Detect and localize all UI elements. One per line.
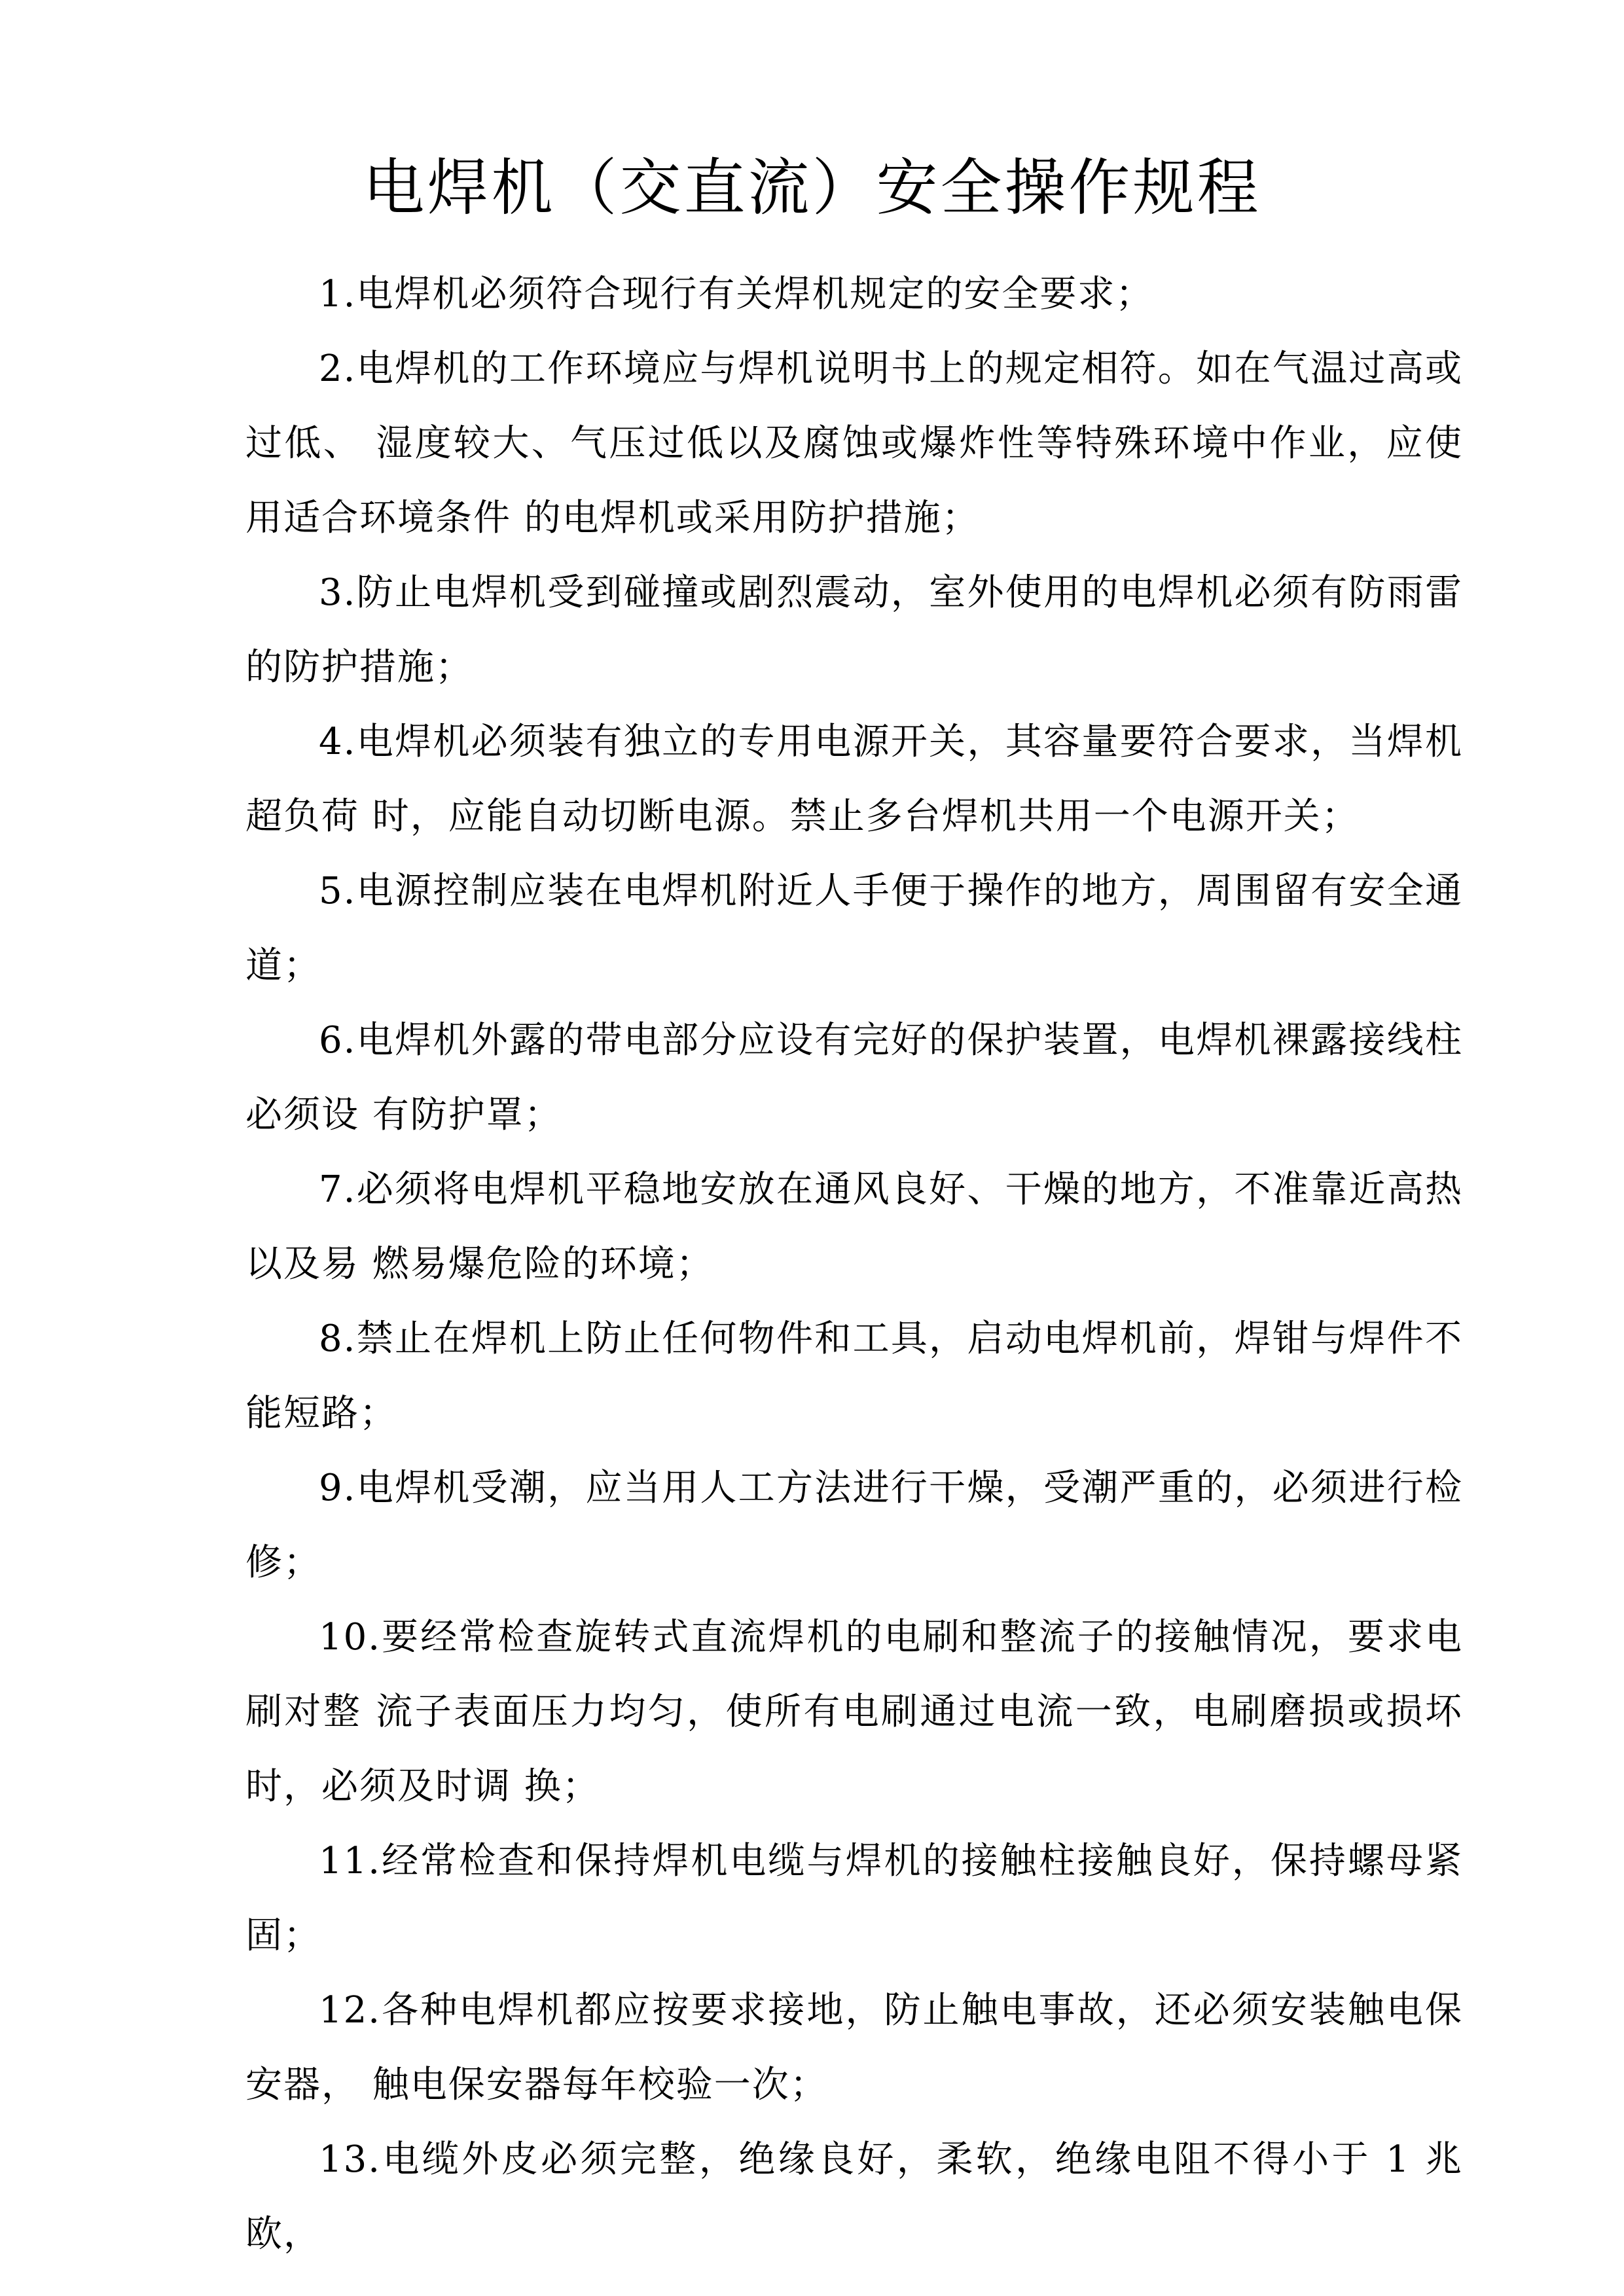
document-title: 电焊机（交直流）安全操作规程 — [363, 152, 1261, 224]
rule-paragraph-7: 7.必须将电焊机平稳地安放在通风良好、干燥的地方，不准靠近高热以及易 燃易爆危险的环境； — [245, 1168, 1463, 1285]
document-body — [245, 257, 1463, 2272]
rule-paragraph-13: 13.电缆外皮必须完整，绝缘良好，柔软，绝缘电阻不得小于 1 兆欧， — [245, 2138, 1463, 2255]
rule-paragraph-4: 4.电焊机必须装有独立的专用电源开关，其容量要符合要求，当焊机超负荷 时，应能自动切断电源。禁止多台焊机共用一个电源开关； — [245, 721, 1463, 838]
rule-paragraph-8: 8.禁止在焊机上防止任何物件和工具，启动电焊机前，焊钳与焊件不能短路； — [245, 1318, 1463, 1435]
rule-paragraph-3: 3.防止电焊机受到碰撞或剧烈震动，室外使用的电焊机必须有防雨雷的防护措施； — [245, 571, 1463, 689]
rule-paragraph-12: 12.各种电焊机都应按要求接地，防止触电事故，还必须安装触电保安器， 触电保安器每年校验一次； — [245, 1989, 1463, 2106]
rule-paragraph-11: 11.经常检查和保持焊机电缆与焊机的接触柱接触良好，保持螺母紧固； — [245, 1840, 1463, 1957]
rule-paragraph-9: 9.电焊机受潮，应当用人工方法进行干燥，受潮严重的，必须进行检修； — [245, 1467, 1463, 1584]
rule-paragraph-10: 10.要经常检查旋转式直流焊机的电刷和整流子的接触情况，要求电刷对整 流子表面压力均匀，使所有电刷通过电流一致，电刷磨损或损坏时，必须及时调 换； — [245, 1616, 1463, 1808]
rule-paragraph-2: 2.电焊机的工作环境应与焊机说明书上的规定相符。如在气温过高或过低、 湿度较大、气压过低以及腐蚀或爆炸性等特殊环境中作业，应使用适合环境条件 的电焊机或采用防护措施； — [245, 348, 1463, 539]
rule-paragraph-1: 1.电焊机必须符合现行有关焊机规定的安全要求； — [319, 273, 1154, 315]
rule-paragraph-5: 5.电源控制应装在电焊机附近人手便于操作的地方，周围留有安全通道； — [245, 870, 1463, 987]
rule-paragraph-6: 6.电焊机外露的带电部分应设有完好的保护装置，电焊机裸露接线柱必须设 有防护罩； — [245, 1019, 1463, 1136]
